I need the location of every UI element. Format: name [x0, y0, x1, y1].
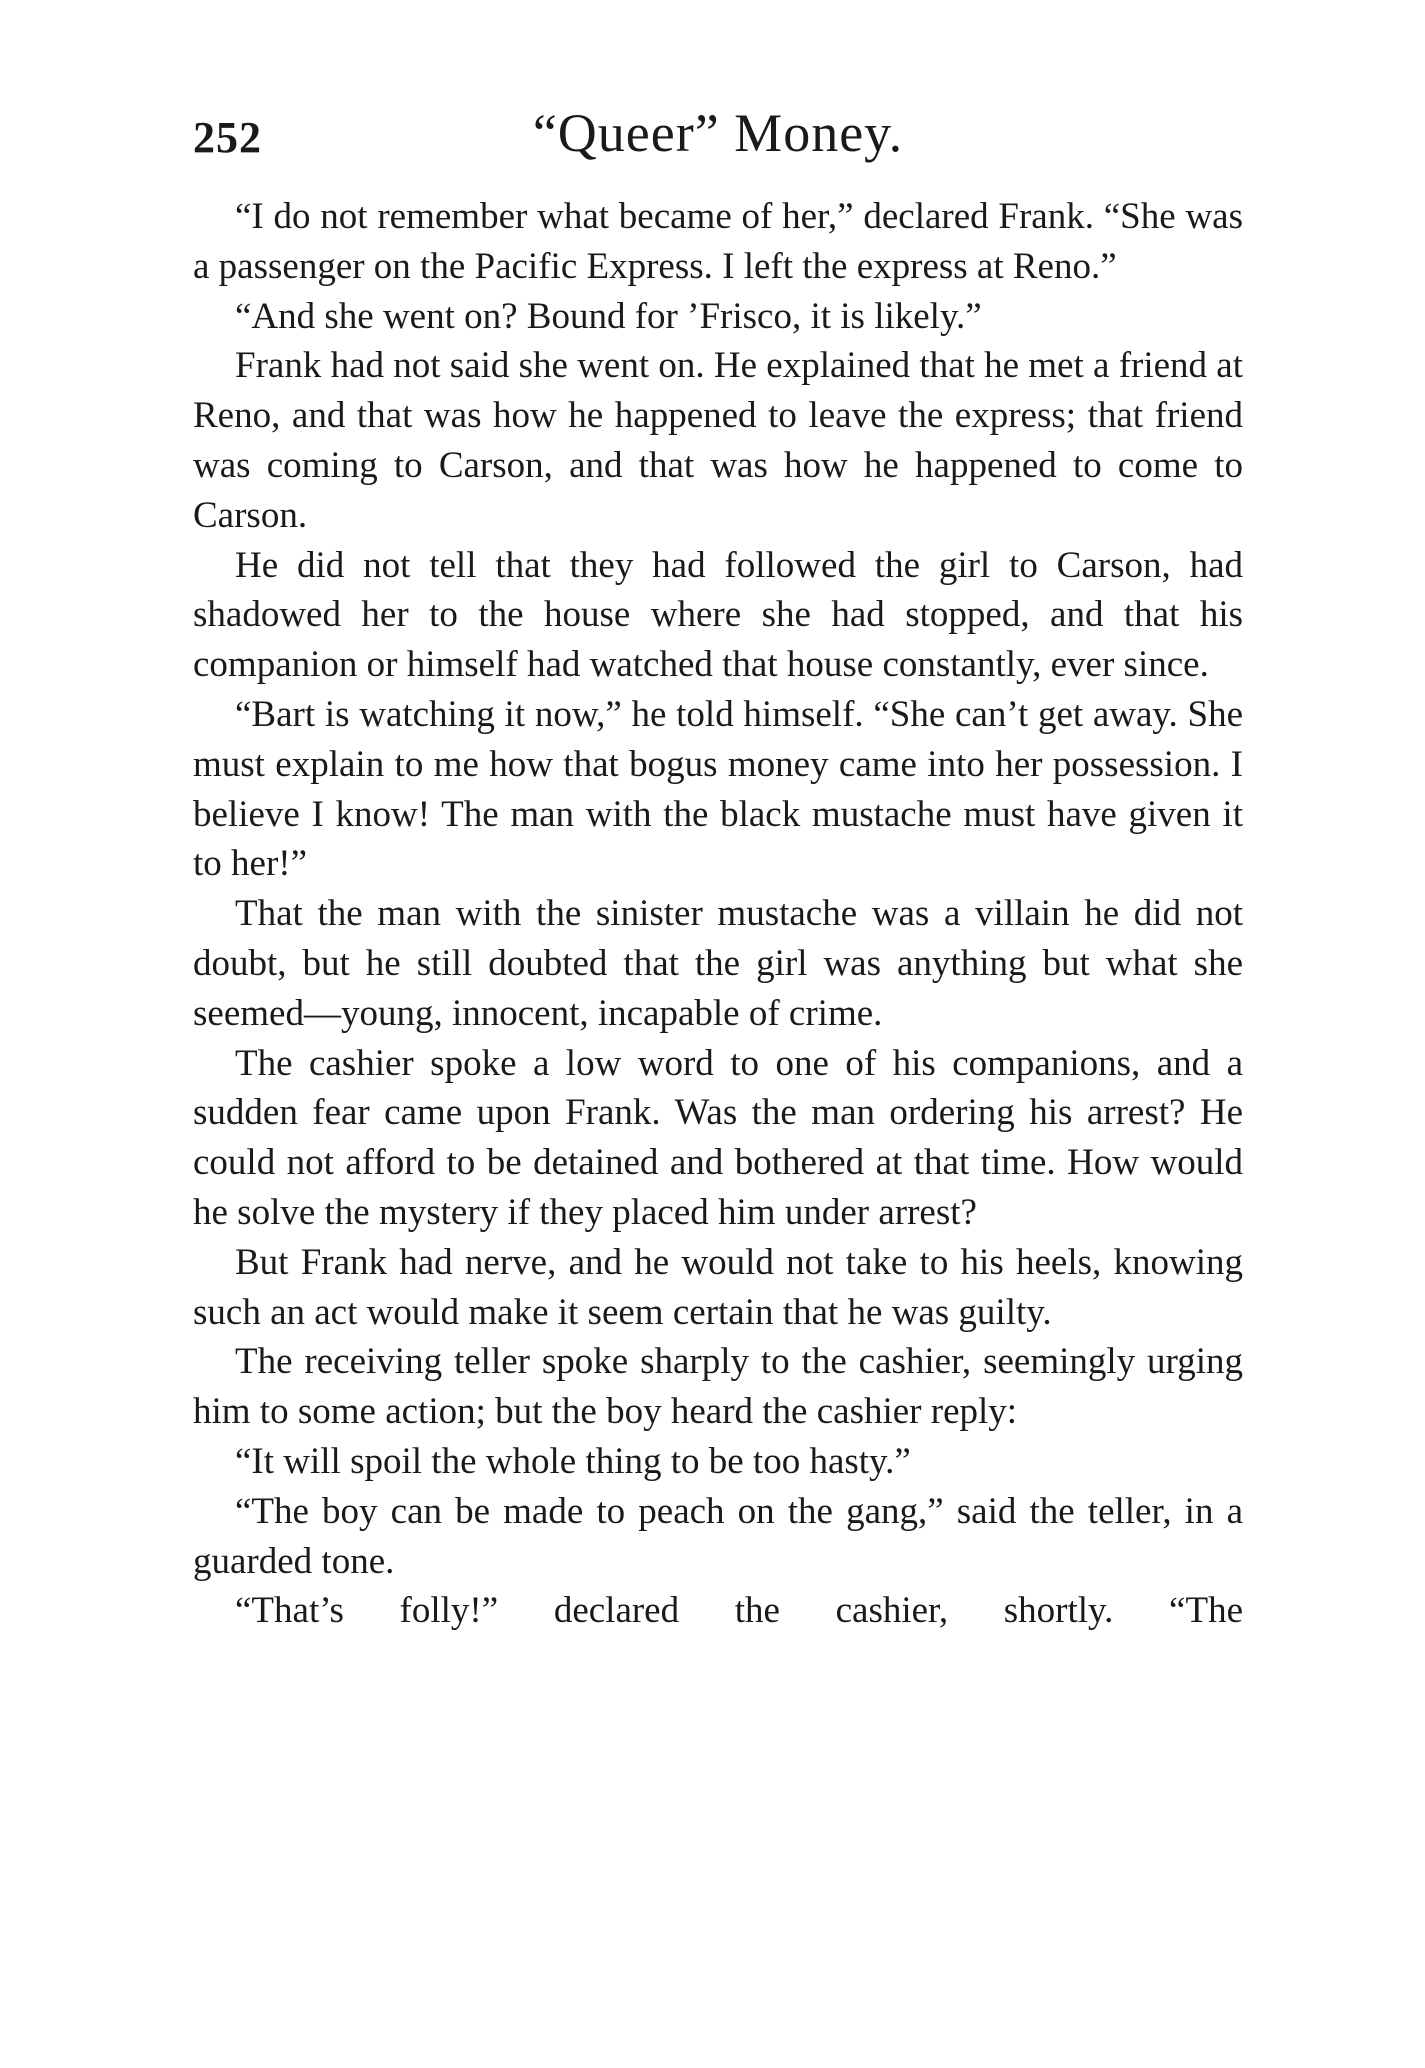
- paragraph: The cashier spoke a low word to one of his companions, and a sudden fear came upon Frank. Was the man ordering his arrest? He could not afford to be detained and bothered at that time. How would he solve the mystery if they placed him under arrest?: [193, 1042, 1243, 1233]
- paragraph: But Frank had nerve, and he would not take to his heels, knowing such an act would make it seem certain that he was guilty.: [193, 1241, 1243, 1333]
- paragraph: “Bart is watching it now,” he told himself. “She can’t get away. She must explain to me how that bogus money came into her possession. I believe I know! The man with the black mustache must have given it to her!”: [193, 693, 1243, 885]
- body-text: [193, 192, 1243, 1636]
- page-header: [193, 98, 1243, 178]
- paragraph-continued: “That’s folly!” declared the cashier, shortly. “The: [235, 1590, 1243, 1632]
- paragraph: He did not tell that they had followed the girl to Carson, had shadowed her to the house where she had stopped, and that his companion or himself had watched that house constantly, ever since.: [193, 544, 1243, 686]
- paragraph: That the man with the sinister mustache was a villain he did not doubt, but he still doubted that the girl was anything but what she seemed—young, innocent, incapable of crime.: [193, 893, 1243, 1034]
- paragraph: Frank had not said she went on. He explained that he met a friend at Reno, and that was how he happened to leave the express; that friend was coming to Carson, and that was how he happened to come to Carson.: [193, 345, 1243, 536]
- page-number: 252: [193, 113, 262, 162]
- paragraph: “The boy can be made to peach on the gang,” said the teller, in a guarded tone.: [193, 1490, 1243, 1582]
- paragraph: “I do not remember what became of her,” declared Frank. “She was a passenger on the Pacific Express. I left the express at Reno.”: [193, 196, 1243, 287]
- paragraph: “It will spoil the whole thing to be too hasty.”: [235, 1440, 911, 1482]
- running-head: “Queer” Money.: [532, 103, 904, 163]
- paragraph: The receiving teller spoke sharply to the cashier, seemingly urging him to some action; but the boy heard the cashier reply:: [193, 1341, 1243, 1433]
- paragraph: “And she went on? Bound for ’Frisco, it is likely.”: [235, 295, 982, 337]
